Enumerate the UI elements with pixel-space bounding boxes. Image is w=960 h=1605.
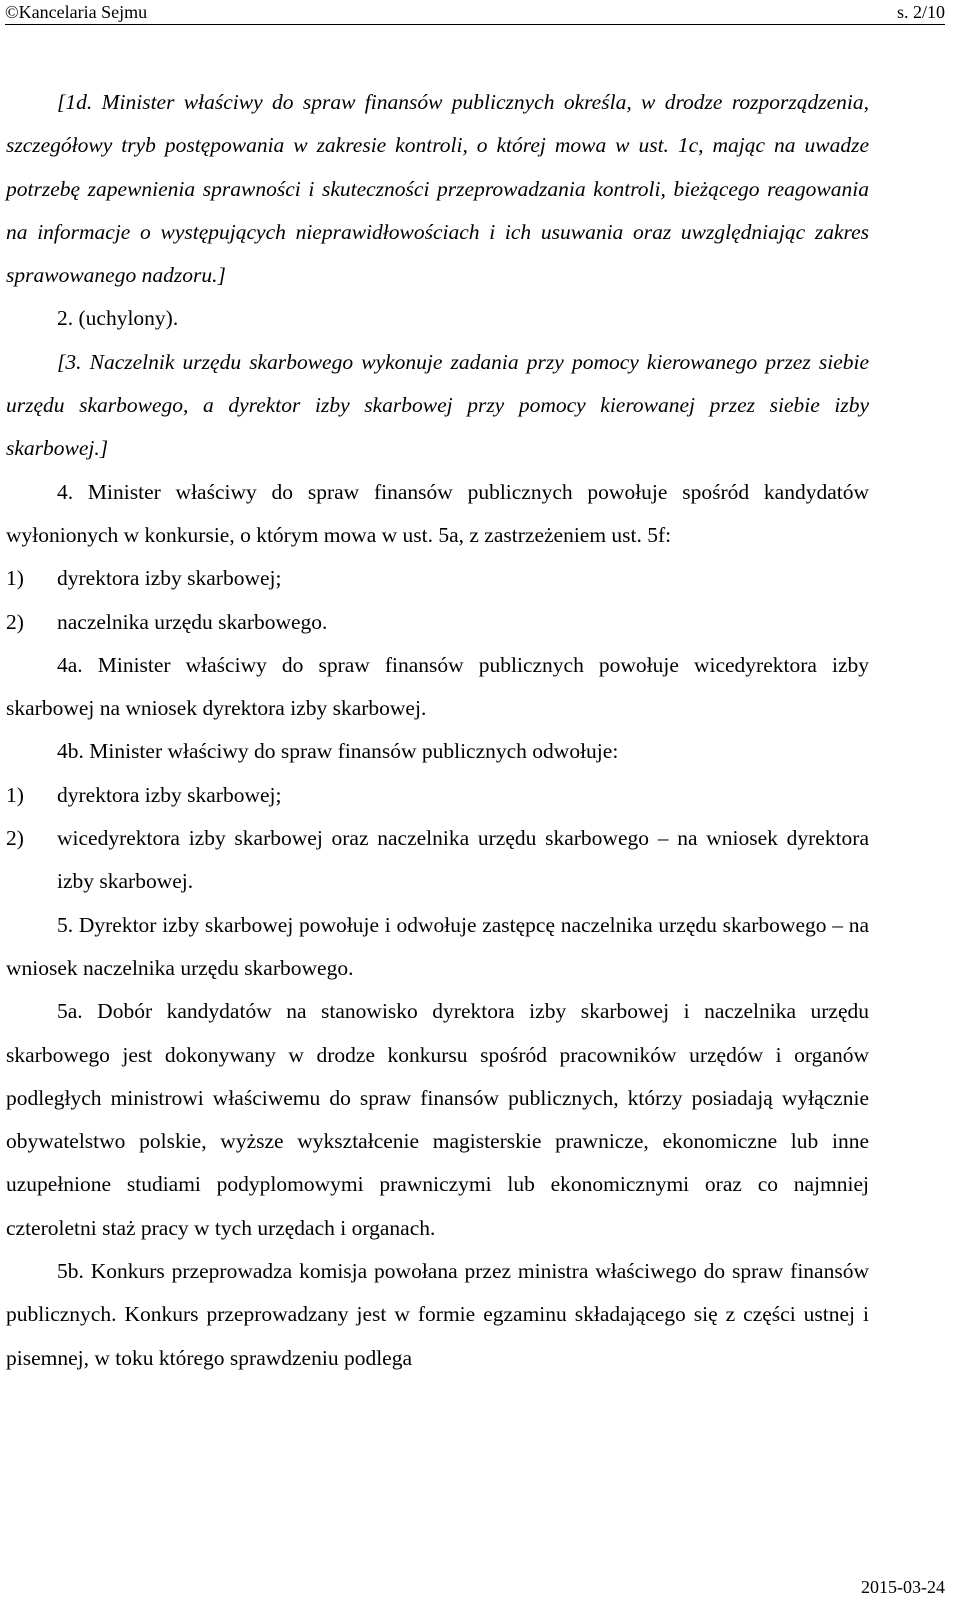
list-item-text: dyrektora izby skarbowej; <box>57 782 282 807</box>
header-page-number: s. 2/10 <box>896 2 945 22</box>
list-item-number: 1) <box>6 566 24 591</box>
footer-date: 2015-03-24 <box>861 1577 945 1597</box>
paragraph-5b: 5b. Konkurs przeprowadza komisja powołana przez ministra właściwego do spraw finansów publicznych. Konkurs przeprowadzany jest w formie egzaminu składającego się z części ustnej i pisemnej, w toku którego sprawdzeniu podlega <box>6 1259 869 1370</box>
list-item-number: 2) <box>6 609 24 634</box>
list-item <box>6 601 869 644</box>
list-item <box>6 774 869 817</box>
header-rule <box>5 24 945 25</box>
paragraph-5: 5. Dyrektor izby skarbowej powołuje i odwołuje zastępcę naczelnika urzędu skarbowego – na wniosek naczelnika urzędu skarbowego. <box>6 912 869 980</box>
paragraph-2: 2. (uchylony). <box>57 306 179 331</box>
page-header <box>5 0 945 26</box>
document-body <box>6 81 869 1380</box>
list-item <box>6 817 869 904</box>
list-item-text: dyrektora izby skarbowej; <box>57 566 282 591</box>
paragraph-1d: [1d. Minister właściwy do spraw finansów publicznych określa, w drodze rozporządzenia, szczegółowy tryb postępowania w zakresie kontroli, o której mowa w ust. 1c, mając na uwadze potrzebę zapewnienia sprawności i skuteczności przeprowadzania kontroli, bieżącego reagowania na informacje o występujących nieprawidłowościach i ich usuwania oraz uwzględniając zakres sprawowanego nadzoru.] <box>6 90 869 288</box>
list-item-number: 1) <box>6 782 24 807</box>
paragraph-4b: 4b. Minister właściwy do spraw finansów publicznych odwołuje: <box>57 739 619 764</box>
paragraph-4a: 4a. Minister właściwy do spraw finansów publicznych powołuje wicedyrektora izby skarbowej na wniosek dyrektora izby skarbowej. <box>6 652 869 721</box>
list-item-text: naczelnika urzędu skarbowego. <box>57 609 328 634</box>
paragraph-3: [3. Naczelnik urzędu skarbowego wykonuje zadania przy pomocy kierowanego przez siebie urzędu skarbowego, a dyrektor izby skarbowej przy pomocy kierowanej przez siebie izby skarbowej.] <box>6 349 869 461</box>
paragraph-4: 4. Minister właściwy do spraw finansów publicznych powołuje spośród kandydatów wyłonionych w konkursie, o którym mowa w ust. 5a, z zastrzeżeniem ust. 5f: <box>6 479 869 547</box>
paragraph-5a: 5a. Dobór kandydatów na stanowisko dyrektora izby skarbowej i naczelnika urzędu skarbowego jest dokonywany w drodze konkursu spośród pracowników urzędów i organów podległych ministrowi właściwemu do spraw finansów publicznych, którzy posiadają wyłącznie obywatelstwo polskie, wyższe wykształcenie magisterskie prawnicze, ekonomiczne lub inne uzupełnione studiami podyplomowymi prawniczymi lub ekonomicznymi oraz co najmniej czteroletni staż pracy w tych urzędach i organach. <box>6 999 869 1240</box>
header-source: ©Kancelaria Sejmu <box>5 2 148 22</box>
list-item <box>6 557 869 600</box>
list-item-text: wicedyrektora izby skarbowej oraz naczelnika urzędu skarbowego – na wniosek dyrektora izby skarbowej. <box>57 826 869 894</box>
list-item-number: 2) <box>6 826 24 851</box>
